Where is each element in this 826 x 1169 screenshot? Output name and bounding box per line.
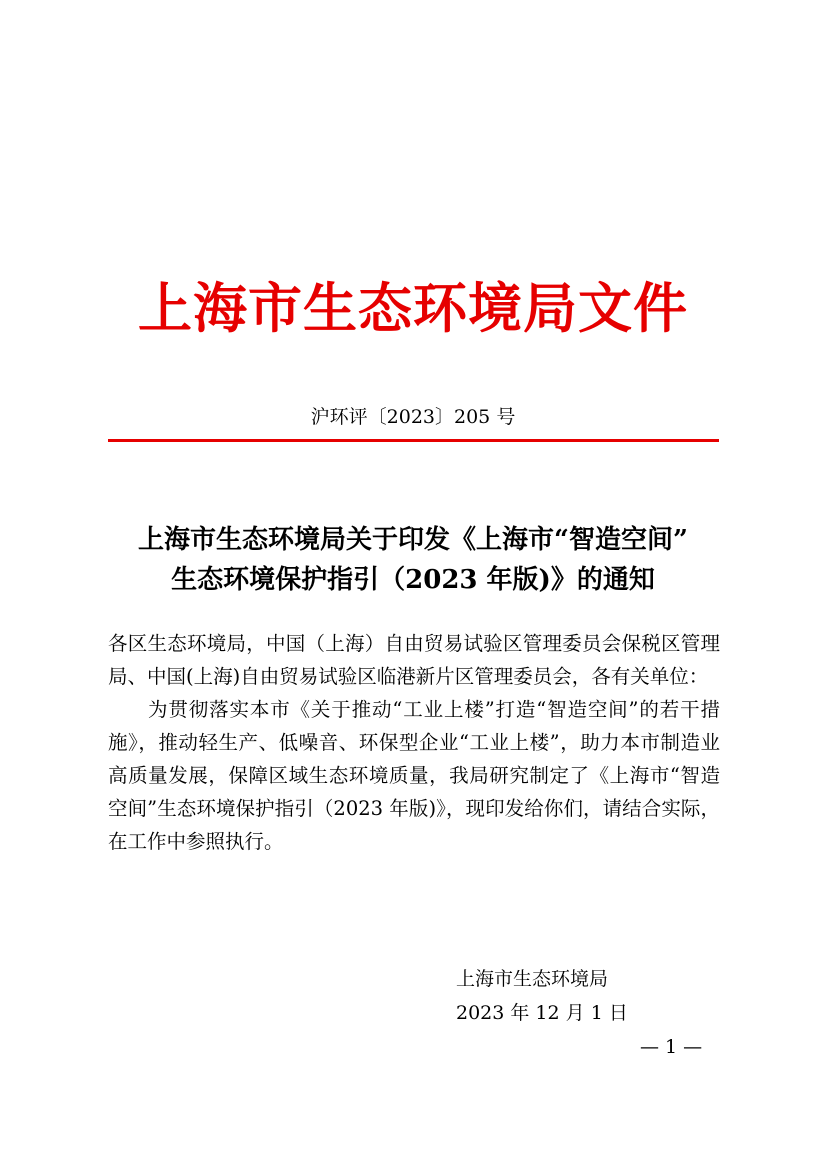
notice-title-line-1: 上海市生态环境局关于印发《上海市“智造空间” (138, 525, 688, 555)
issue-date: 2023 年 12 月 1 日 (456, 1002, 628, 1024)
red-divider-line (108, 439, 719, 442)
document-number: 沪环评〔2023〕205 号 (310, 406, 516, 428)
notice-body (108, 627, 720, 858)
notice-title-line-2: 生态环境保护指引（2023 年版)》的通知 (171, 565, 655, 595)
document-header-title: 上海市生态环境局文件 (138, 276, 688, 340)
notice-title (100, 520, 726, 600)
main-paragraph: 为贯彻落实本市《关于推动“工业上楼”打造“智造空间”的若干措施》，推动轻生产、低噪音、环保型企业“工业上楼”，助力本市制造业高质量发展，保障区域生态环境质量，我局研究制定了《上海市“智造空间”生态环境保护指引（2023 年版)》，现印发给你们，请结合实际，在工作中参照执行。 (108, 698, 720, 853)
signature-block (456, 962, 628, 1030)
addressee-paragraph: 各区生态环境局，中国（上海）自由贸易试验区管理委员会保税区管理局、中国(上海)自由贸易试验区临港新片区管理委员会，各有关单位： (108, 632, 720, 688)
issuer-name: 上海市生态环境局 (456, 968, 609, 990)
page-number: — 1 — (640, 1036, 703, 1058)
